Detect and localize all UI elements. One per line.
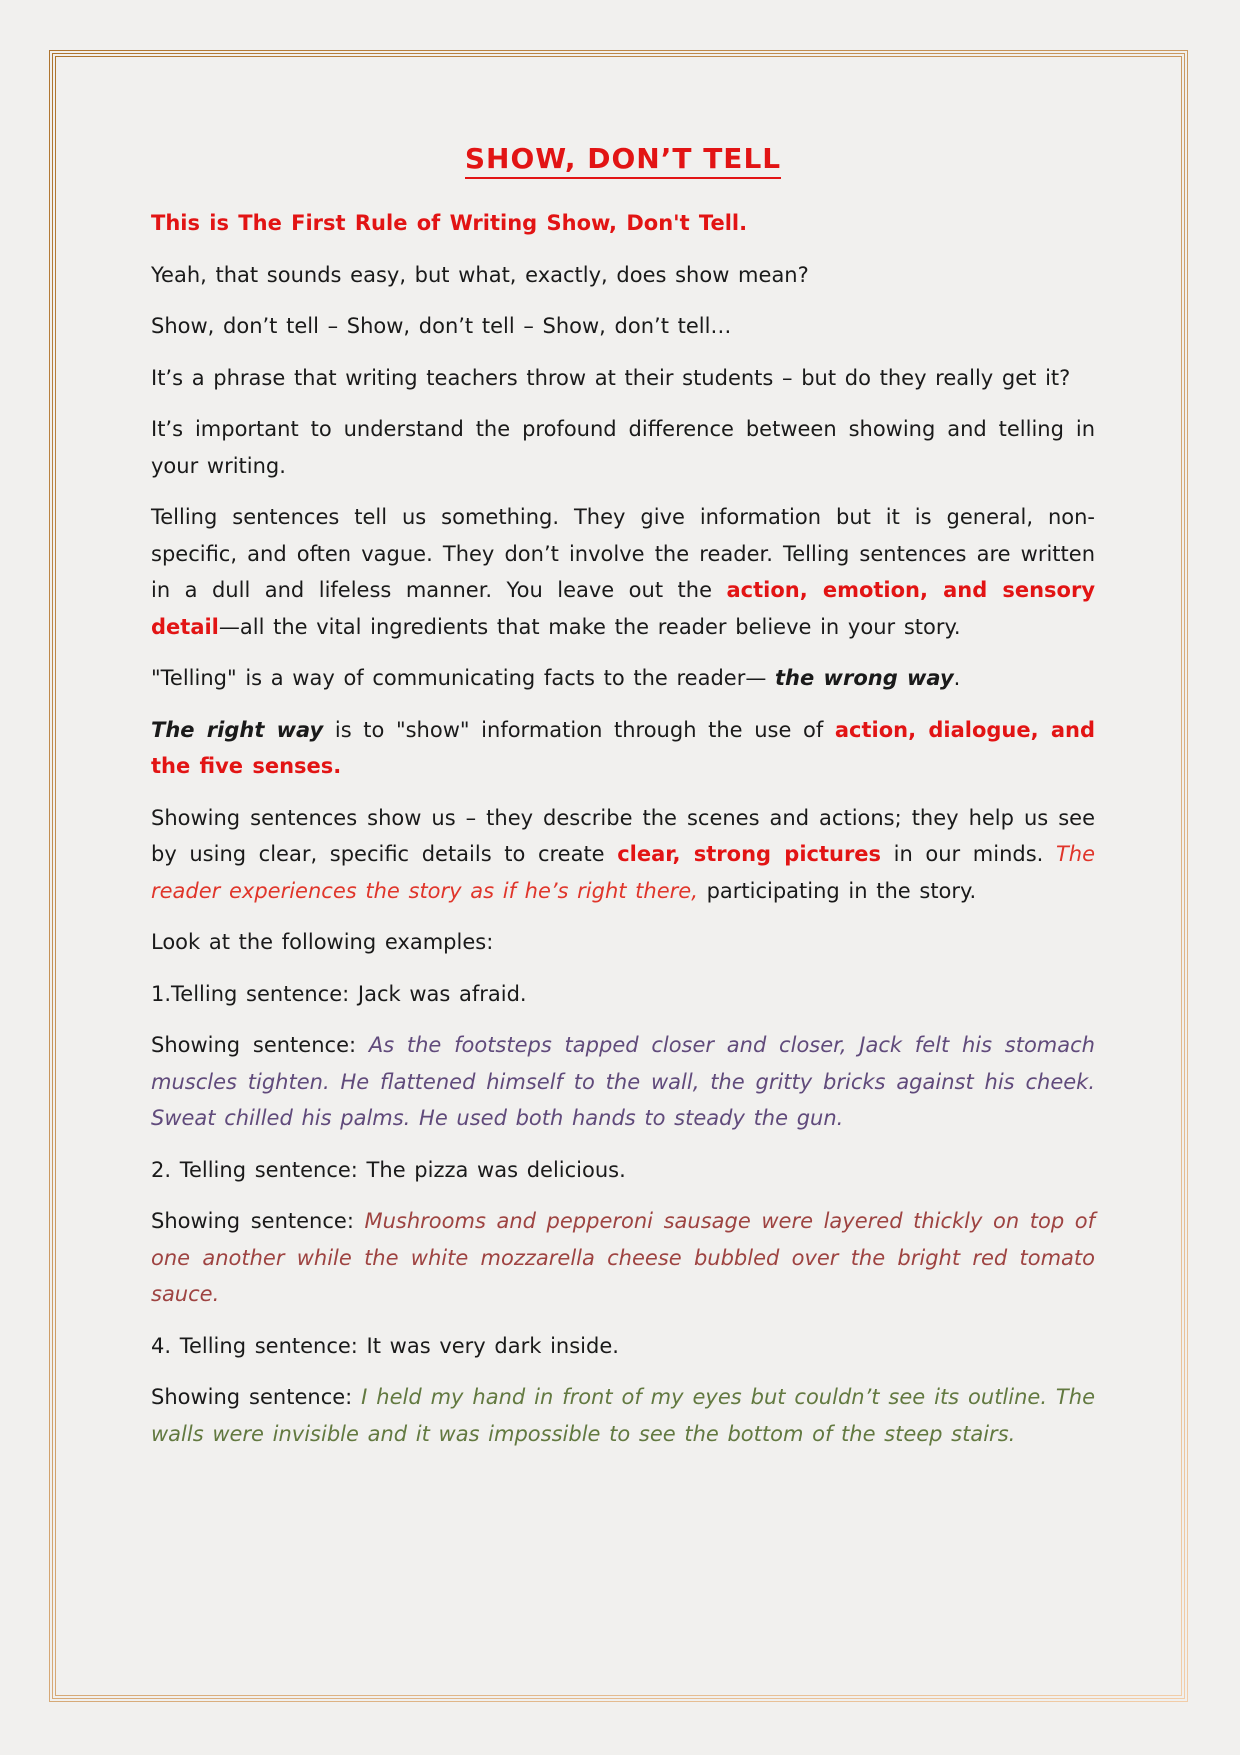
document-body (151, 205, 1095, 1452)
paragraph (151, 308, 1095, 345)
paragraph (151, 800, 1095, 910)
text-run: "Telling" is a way of communicating facts to the reader— (151, 666, 776, 690)
text-run: I held my hand in front of my eyes but couldn’t see its outline. The walls were invisible and it was impossible to see the bottom of the steep stairs. (151, 1385, 1095, 1446)
text-run: The right way (151, 717, 324, 742)
text-run: Look at the following examples: (151, 930, 494, 954)
text-run: It’s a phrase that writing teachers throw at their students – but do they really get it? (151, 365, 1071, 390)
text-run: the wrong way (775, 666, 954, 690)
text-run: The reader experiences the story as if he’s right there, (151, 842, 1096, 903)
text-run: Showing sentence: (151, 1209, 365, 1233)
text-run: Telling sentences tell us something. They give information but it is general, non-specific, and often vague. They don’t involve the reader. Telling sentences are written in a dull and lifeless manner. You leave out the (151, 505, 1095, 602)
text-run: clear, strong pictures (617, 842, 882, 866)
text-run: 2. Telling sentence: The pizza was delicious. (151, 1157, 626, 1182)
paragraph (151, 205, 1095, 242)
text-run: 1.Telling sentence: Jack was afraid. (151, 981, 527, 1006)
text-run: Showing sentence: (151, 1033, 369, 1057)
text-run: Yeah, that sounds easy, but what, exactly, does show mean? (151, 262, 809, 287)
text-run: . (953, 666, 961, 690)
text-run: This is The First Rule of Writing Show, Don't Tell. (151, 211, 748, 235)
paragraph (151, 1203, 1095, 1313)
paragraph (151, 660, 1095, 697)
paragraph (151, 257, 1095, 294)
paragraph (151, 411, 1095, 484)
document-content (151, 142, 1095, 1467)
text-run: action, dialogue, and the five senses. (151, 717, 1096, 778)
text-run: 4. Telling sentence: It was very dark inside. (151, 1333, 619, 1358)
text-run: It’s important to understand the profound difference between showing and telling in your writing. (151, 417, 1095, 478)
text-run: Showing sentences show us – they describe the scenes and actions; they help us see by using clear, specific details to create (151, 805, 1095, 866)
paragraph (151, 499, 1095, 645)
text-run: Mushrooms and pepperoni sausage were layered thickly on top of one another while the white mozzarella cheese bubbled over the bright red tomato sauce. (151, 1209, 1095, 1306)
paragraph (151, 924, 1095, 961)
page-title (151, 142, 1095, 175)
text-run: Show, don’t tell – Show, don’t tell – Show, don’t tell… (151, 314, 732, 338)
paragraph (151, 1379, 1095, 1452)
text-run: As the footsteps tapped closer and closer, Jack felt his stomach muscles tighten. He flattened himself to the wall, the gritty bricks against his cheek. Sweat chilled his palms. He used both hands to steady the gun. (151, 1033, 1095, 1130)
paragraph (151, 976, 1095, 1013)
paragraph (151, 360, 1095, 397)
text-run: is to "show" information through the use of (323, 717, 835, 742)
paragraph (151, 712, 1095, 785)
text-run: action, emotion, and sensory detail (151, 578, 1096, 639)
paragraph (151, 1328, 1095, 1365)
paragraph (151, 1152, 1095, 1189)
text-run: in our minds. (881, 842, 1056, 866)
text-run: —all the vital ingredients that make the reader believe in your story. (218, 614, 961, 639)
text-run: Showing sentence: (151, 1385, 362, 1409)
page-title-text: SHOW, DON’T TELL (465, 142, 781, 179)
text-run: participating in the story. (697, 878, 977, 903)
paragraph (151, 1027, 1095, 1137)
